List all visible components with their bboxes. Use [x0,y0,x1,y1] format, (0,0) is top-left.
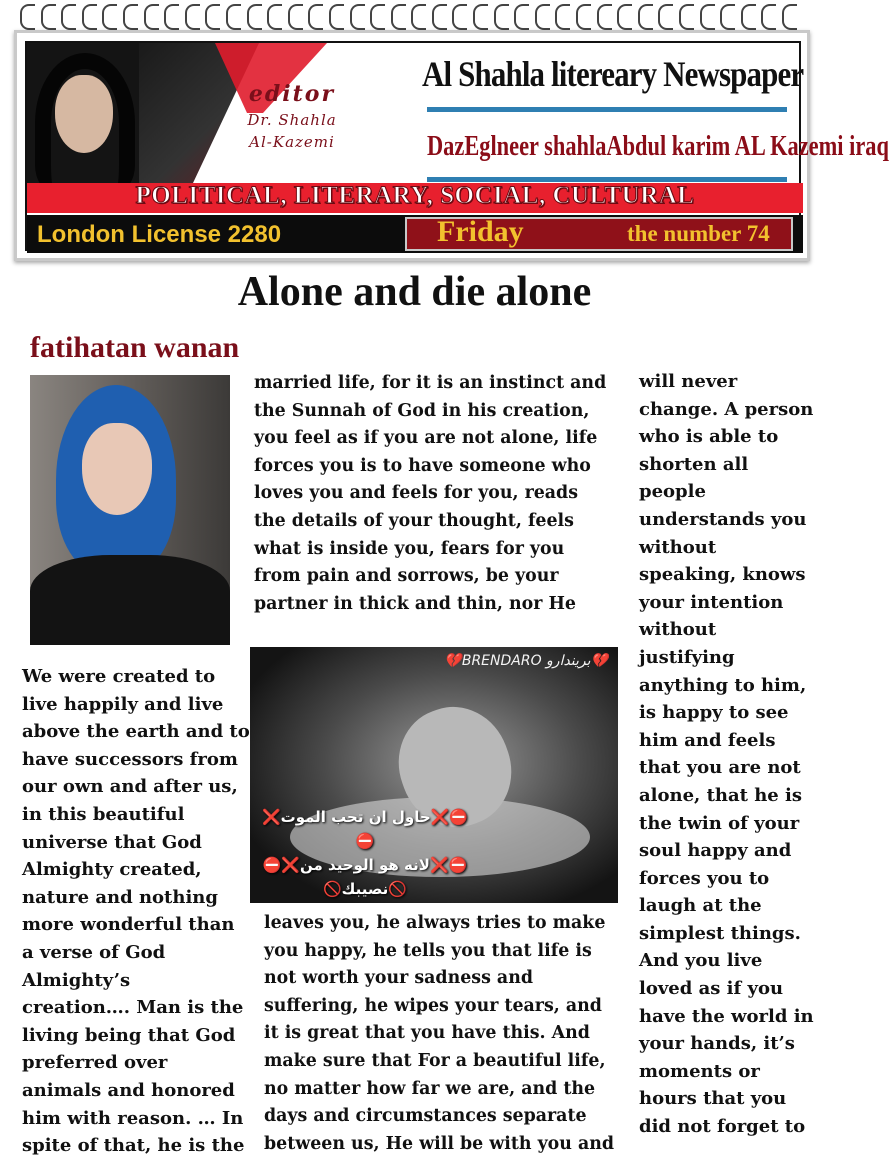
text-line: your intention [639,591,784,613]
spiral-ring [288,4,303,30]
text-line: speaking, knows [639,564,806,586]
text-line: shorten all [639,453,749,475]
text-line: 🚫نصيبك🚫 [323,880,407,898]
text-line: days and circumstances separate [264,1106,587,1127]
text-line: creation…. Man is the [22,997,244,1019]
article-photo [250,647,618,903]
text-line: did not forget to [639,1116,806,1138]
issue-label: the number [627,221,741,246]
text-line: living being that God [22,1024,236,1046]
spiral-ring [782,4,797,30]
text-line: ⛔❌لانه هو الوحيد من❌⛔ [262,856,468,874]
spiral-ring [41,4,56,30]
text-line: married life, for it is an instinct and [254,373,607,393]
text-line: ⛔❌حاول ان تحب الموت❌⛔ [261,808,469,850]
spiral-ring [205,4,220,30]
text-line: simplest things. [639,922,801,944]
text-line: you feel as if you are not alone, life [254,428,598,449]
spiral-ring [164,4,179,30]
spiral-ring [473,4,488,30]
article-column-2-bottom [264,910,624,1158]
photo-caption-overlay [260,805,470,901]
text-line: from pain and sorrows, be your [254,566,559,587]
text-line: not worth your sadness and [264,968,533,989]
text-line: him with reason. … In [22,1107,244,1129]
article-column-2-top [254,370,614,618]
text-line: We were created to [22,666,216,687]
designer-credit: DazEglneer shahlaAbdul karim AL Kazemi iraq [427,131,889,162]
text-line: the details of your thought, feels [254,510,574,531]
spiral-ring [494,4,509,30]
spiral-ring [247,4,262,30]
spiral-ring [638,4,653,30]
article-author: fatihatan wanan [30,331,240,364]
text-line: no matter how far we are, and the [264,1078,596,1099]
spiral-ring [391,4,406,30]
text-line: between us, He will be with you and [264,1133,615,1154]
issue-number: 74 [746,221,770,246]
spiral-ring [741,4,756,30]
text-line: people [639,481,706,503]
spiral-ring [432,4,447,30]
text-line: make sure that For a beautiful life, [264,1050,606,1071]
text-line: change. A person [639,398,814,420]
text-line: spite of that, he is the [22,1135,245,1157]
spiral-ring [226,4,241,30]
text-line: live happily and live [22,693,224,715]
masthead [14,30,889,261]
spiral-ring [597,4,612,30]
text-line: anything to him, [639,674,807,696]
text-line: above the earth and to [22,721,250,743]
text-line: have successors from [22,748,238,770]
spiral-ring [617,4,632,30]
spiral-ring [308,4,323,30]
spiral-ring [370,4,385,30]
text-line: in this beautiful [22,803,185,825]
text-line: hours that you [639,1088,787,1110]
text-line: the Sunnah of God in his creation, [254,400,590,421]
text-line: forces you to [639,867,770,889]
spiral-ring [144,4,159,30]
photo-watermark: 💔BRENDARO بريندارو💔 [444,653,608,669]
spiral-ring [329,4,344,30]
spiral-ring [123,4,138,30]
text-line: universe that God [22,831,202,853]
text-line: nature and nothing [22,886,218,908]
spiral-ring [102,4,117,30]
spiral-ring [514,4,529,30]
text-line: And you live [639,950,763,972]
text-line: animals and honored [22,1079,235,1101]
text-line: the twin of your [639,812,800,834]
spiral-ring [555,4,570,30]
text-line: understands you [639,508,807,530]
text-line: without [639,536,717,558]
text-line: preferred over [22,1052,168,1074]
spiral-ring [452,4,467,30]
spiral-ring [535,4,550,30]
spiral-ring [267,4,282,30]
text-line: who is able to [639,426,779,448]
masthead-banner [25,41,889,251]
text-line: a verse of God [22,941,166,963]
text-line: that you are not [639,757,801,779]
article-column-1 [22,663,250,1160]
editor-portrait [27,43,147,183]
issue-info [627,221,770,247]
article-headline: Alone and die alone [237,269,592,315]
text-line: have the world in [639,1005,814,1027]
text-line: justifying [639,646,735,668]
spiral-ring [658,4,673,30]
article-column-3 [639,368,827,1141]
text-line: partner in thick and thin, nor He [254,593,576,614]
editor-name-line2: Al-Kazemi [249,133,335,151]
categories-text: POLITICAL, LITERARY, SOCIAL, CULTURAL [135,182,695,209]
text-line: will never [639,371,738,392]
text-line: soul happy and [639,840,792,862]
spiral-ring [679,4,694,30]
text-line: leaves you, he always tries to make [264,913,606,933]
spiral-ring [411,4,426,30]
text-line: Almighty’s [22,969,131,991]
text-line: your hands, it’s [639,1033,795,1055]
text-line: alone, that he is [639,784,803,806]
text-line: moments or [639,1060,760,1082]
editor-label: editor [248,81,336,107]
text-line: our own and after us, [22,776,238,798]
author-photo [30,375,230,637]
text-line: what is inside you, fears for you [254,538,565,559]
spiral-ring [761,4,776,30]
license-number: London License 2280 [37,221,282,248]
spiral-ring [61,4,76,30]
text-line: more wonderful than [22,914,235,936]
text-line: loved as if you [639,978,784,1000]
text-line: without [639,619,717,641]
spiral-ring [720,4,735,30]
spiral-ring [350,4,365,30]
text-line: loves you and feels for you, reads [254,483,579,504]
text-line: laugh at the [639,895,762,917]
spiral-ring [576,4,591,30]
text-line: is happy to see [639,702,789,724]
text-line: it is great that you have this. And [264,1023,590,1044]
spiral-ring [82,4,97,30]
text-line: suffering, he wipes your tears, and [264,995,602,1016]
title-rule [427,107,787,112]
editor-credit [227,81,357,173]
editor-name-line1: Dr. Shahla [247,111,337,129]
text-line: you happy, he tells you that life is [264,940,592,961]
issue-day: Friday [437,215,524,248]
spiral-ring [185,4,200,30]
newspaper-title: Al Shahla litereary Newspaper [422,54,804,94]
spiral-ring [700,4,715,30]
spiral-ring [20,4,35,30]
text-line: Almighty created, [22,859,202,881]
text-line: forces you is to have someone who [254,455,591,476]
text-line: him and feels [639,729,776,751]
